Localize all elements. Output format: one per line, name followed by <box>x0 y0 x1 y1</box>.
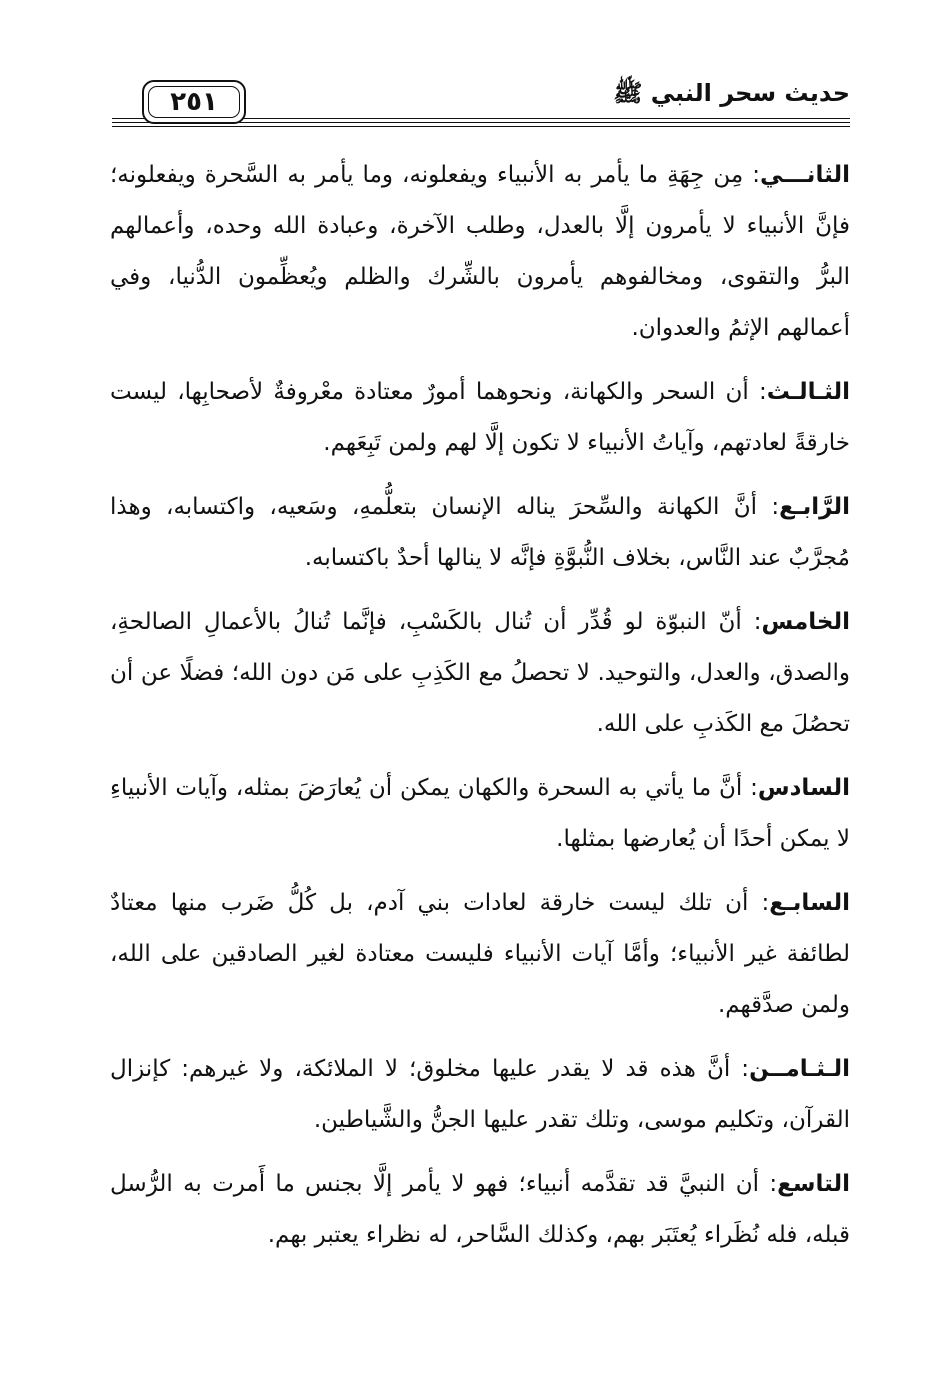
paragraph-8 <box>110 1044 850 1146</box>
paragraph-label: الرَّابـع <box>779 494 850 520</box>
paragraph-6 <box>110 763 850 865</box>
paragraph-label: السابـع <box>769 890 850 916</box>
paragraph-text: : أنّ النبوّة لو قُدِّر أن تُنال بالكَسْبِ، فإنَّما تُنالُ بالأعمالِ الصالحةِ، والصدق، والعدل، والتوحيد. لا تحصلُ مع الكَذِبِ على مَن دون الله؛ فضلًا عن أن تحصُلَ مع الكَذبِ على الله. <box>110 609 850 737</box>
paragraph-2 <box>110 150 850 354</box>
paragraph-text: : أن تلك ليست خارقة لعادات بني آدم، بل كُلُّ ضَرب منها معتادٌ لطائفة غير الأنبياء؛ وأمَّا آيات الأنبياء فليست معتادة لغير الصادقين على الله، ولمن صدَّقهم. <box>110 890 850 1018</box>
paragraph-text: : أنَّ هذه قد لا يقدر عليها مخلوق؛ لا الملائكة، ولا غيرهم: كإنزال القرآن، وتكليم موسى، وتلك تقدر عليها الجنُّ والشَّياطين. <box>110 1056 850 1133</box>
paragraph-3 <box>110 367 850 469</box>
paragraph-label: الـثـامــن <box>749 1056 850 1082</box>
paragraph-label: الثانـــي <box>759 162 850 188</box>
paragraph-5 <box>110 597 850 750</box>
running-title: حديث سحر النبي ﷺ <box>613 79 850 107</box>
paragraph-text: : أنَّ ما يأتي به السحرة والكهان يمكن أن يُعارَضَ بمثله، وآيات الأنبياءِ لا يمكن أحدًا أن يُعارضها بمثلها. <box>110 775 850 852</box>
page-header <box>112 70 850 130</box>
paragraph-9 <box>110 1159 850 1261</box>
paragraph-label: السادس <box>757 775 850 801</box>
page-body <box>110 150 850 1274</box>
paragraph-7 <box>110 878 850 1031</box>
paragraph-label: التاسع <box>777 1171 850 1197</box>
paragraph-text: : أن السحر والكهانة، ونحوهما أمورٌ معتادة معْروفةٌ لأصحابِها، ليست خارقةً لعادتهم، وآياتُ الأنبياء لا تكون إلَّا لهم ولمن تَبِعَهم. <box>110 379 850 456</box>
paragraph-text: : أنَّ الكهانة والسِّحرَ يناله الإنسان بتعلُّمهِ، وسَعيه، واكتسابه، وهذا مُجرَّبٌ عند النَّاس، بخلاف النُّبوَّةِ فإنَّه لا ينالها أحدٌ باكتسابه. <box>110 494 850 571</box>
paragraph-label: الثـالـث <box>766 379 850 405</box>
paragraph-4 <box>110 482 850 584</box>
paragraph-text: : أن النبيَّ قد تقدَّمه أنبياء؛ فهو لا يأمر إلَّا بجنس ما أَمرت به الرُّسل قبله، فله نُظَراء يُعتَبَر بهم، وكذلك السَّاحر، له نظراء يعتبر بهم. <box>110 1171 850 1248</box>
header-rule <box>112 126 850 127</box>
paragraph-text: : مِن جِهَةِ ما يأمر به الأنبياء ويفعلونه، وما يأمر به السَّحرة ويفعلونه؛ فإنَّ الأنبياء لا يأمرون إلَّا بالعدل، وطلب الآخرة، وعبادة الله وحده، وأعمالهم البرُّ والتقوى، ومخالفوهم يأمرون بالشِّرك والظلم ويُعظِّمون الدُّنيا، وفي أعمالهم الإثمُ والعدوان. <box>110 162 850 341</box>
page-number-badge: ٢٥١ <box>142 80 246 124</box>
paragraph-label: الخامس <box>761 609 850 635</box>
